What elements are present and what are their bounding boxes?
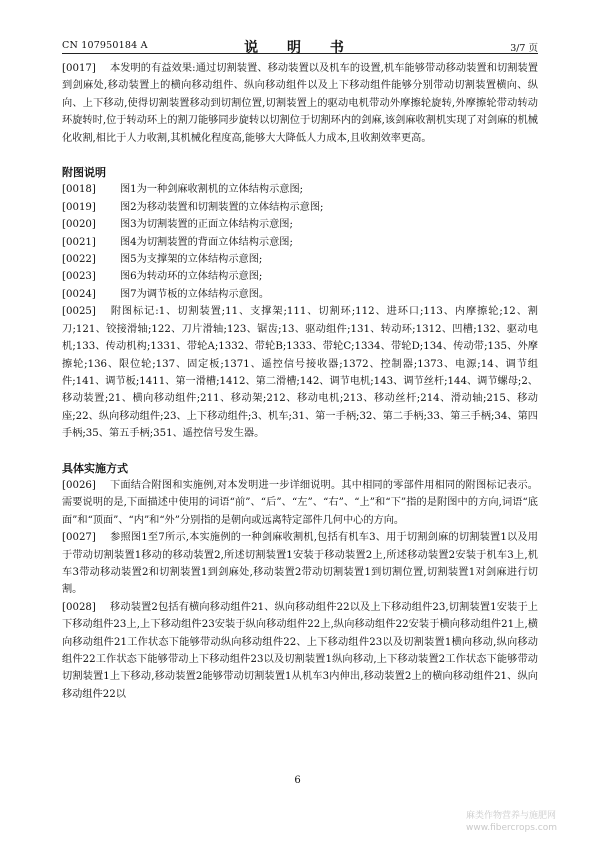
figure-description: 图4为切割装置的背面立体结构示意图; — [120, 236, 293, 248]
paragraph-text: 移动装置2包括有横向移动组件21、纵向移动组件22以及上下移动组件23,切割装置1安装于上下移动组件23上,上下移动组件23安装于纵向移动组件22上,纵向移动组件22安装于横向移动组件21上,横向移动组件21工作状态下能够带动纵向移动组件22、上下移动组件23以及切割装置1横向移动,纵向移动组件22工作状态下能够带动上下移动组件23以及切割装置1纵向移动,上下移动装置2工作状态下能够带动切割装置1上下移动,移动装置2能够带动切割装置1从机车3内伸出,移动装置2上的横向移动组件21、纵向移动组件22以 — [62, 601, 538, 700]
paragraph-number: [0018] — [62, 184, 96, 196]
figure-description: 图2为移动装置和切割装置的立体结构示意图; — [120, 201, 324, 213]
figure-description: 图1为一种剑麻收割机的立体结构示意图; — [120, 184, 304, 196]
reference-labels-text: 附图标记:1、切割装置;11、支撑架;111、切割环;112、进环口;113、内摩擦轮;12、割刀;121、铰接滑轴;122、刀片滑轴;123、锯齿;13、驱动组件;131、转动环;1312、凹槽;132、驱动电机;133、传动机构;1331、带轮A;1332、带轮B;1333、带轮C;1334、带轮D;134、传动带;135、外摩擦轮;136、限位轮;137、固定板;1371、遥控信号接收器;1372、控制器;1373、电源;14、调节组件;141、调节板;1411、第一滑槽;1412、第二滑槽;142、调节电机;143、调节丝杆;144、调节螺母;2、移动装置;21、横向移动组件;211、移动架;212、移动电机;213、移动丝杆;214、滑动轴;215、移动座;22、纵向移动组件;23、上下移动组件;3、机车;31、第一手柄;32、第二手柄;33、第三手柄;34、第四手柄;35、第五手柄;351、遥控信号发生器。 — [62, 306, 538, 440]
section-heading-embodiment: 具体实施方式 — [62, 461, 128, 475]
paragraph-number: [0019] — [62, 201, 96, 213]
section-heading-figures: 附图说明 — [62, 166, 106, 180]
watermark — [466, 810, 557, 834]
watermark-url: www.fibercrops.com — [466, 823, 557, 833]
paragraph-number: [0024] — [62, 288, 96, 300]
document-title: 说 明 书 — [244, 40, 356, 56]
watermark-title: 麻类作物营养与施肥网 — [466, 811, 557, 821]
paragraph-number: [0027] — [62, 532, 96, 544]
paragraph-text: 本发明的有益效果:通过切割装置、移动装置以及机车的设置,机车能够带动移动装置和切割装置到剑麻处,移动装置上的横向移动组件、纵向移动组件以及上下移动组件能够分别带动切割装置横向、纵向、上下移动,使得切割装置移动到切割位置,切割装置上的驱动电机带动外摩擦轮旋转,外摩擦轮带动转动环旋转时,位于转动环上的割刀能够同步旋转以切割位于切割环内的剑麻,该剑麻收割机实现了对剑麻的机械化收割,相比于人力收割,其机械化程度高,能够大大降低人力成本,且收割效率更高。 — [62, 63, 538, 144]
figure-item — [62, 181, 538, 198]
paragraph-0026 — [62, 477, 538, 529]
document-body — [62, 60, 538, 703]
figure-description: 图6为转动环的立体结构示意图; — [120, 271, 263, 283]
paragraph-0028 — [62, 599, 538, 703]
figure-item — [62, 199, 538, 216]
paragraph-number: [0025] — [62, 306, 96, 318]
paragraph-0027 — [62, 529, 538, 599]
paragraph-0025 — [62, 303, 538, 442]
paragraph-number: [0023] — [62, 271, 96, 283]
figure-description: 图7为调节板的立体结构示意图。 — [120, 288, 270, 300]
paragraph-0017 — [62, 60, 538, 147]
header-divider — [62, 53, 538, 54]
spacer — [62, 147, 538, 164]
paragraph-text: 下面结合附图和实施例,对本发明进一步详细说明。其中相同的零部件用相同的附图标记表示。需要说明的是,下面描述中使用的词语“前”、“后”、“左”、“右”、“上”和“下”指的是附图中的方向,词语“底面”和“顶面”、“内”和“外”分别指的是朝向或远离特定部件几何中心的方向。 — [62, 479, 538, 526]
figure-item — [62, 251, 538, 268]
page-number: 6 — [294, 775, 301, 786]
figure-item — [62, 234, 538, 251]
paragraph-number: [0021] — [62, 236, 96, 248]
paragraph-number: [0022] — [62, 254, 96, 266]
figure-description: 图5为支撑架的立体结构示意图; — [120, 254, 263, 266]
figure-description: 图3为切割装置的正面立体结构示意图; — [120, 219, 293, 231]
figure-item — [62, 286, 538, 303]
patent-number: CN 107950184 A — [62, 40, 148, 51]
paragraph-number: [0028] — [62, 601, 96, 613]
figure-item — [62, 216, 538, 233]
paragraph-number: [0026] — [62, 479, 96, 491]
paragraph-number: [0017] — [62, 63, 96, 74]
paragraph-text: 参照图1至7所示,本实施例的一种剑麻收割机,包括有机车3、用于切割剑麻的切割装置1以及用于带动切割装置1移动的移动装置2,所述切割装置1安装于移动装置2上,所述移动装置2安装于机车3上,机车3带动移动装置2和切割装置1到剑麻处,移动装置2带动切割装置1到切割位置,切割装置1对剑麻进行切割。 — [62, 532, 538, 596]
spacer — [62, 443, 538, 460]
page-indicator: 3/7 页 — [510, 43, 538, 54]
paragraph-number: [0020] — [62, 219, 96, 231]
figure-item — [62, 268, 538, 285]
